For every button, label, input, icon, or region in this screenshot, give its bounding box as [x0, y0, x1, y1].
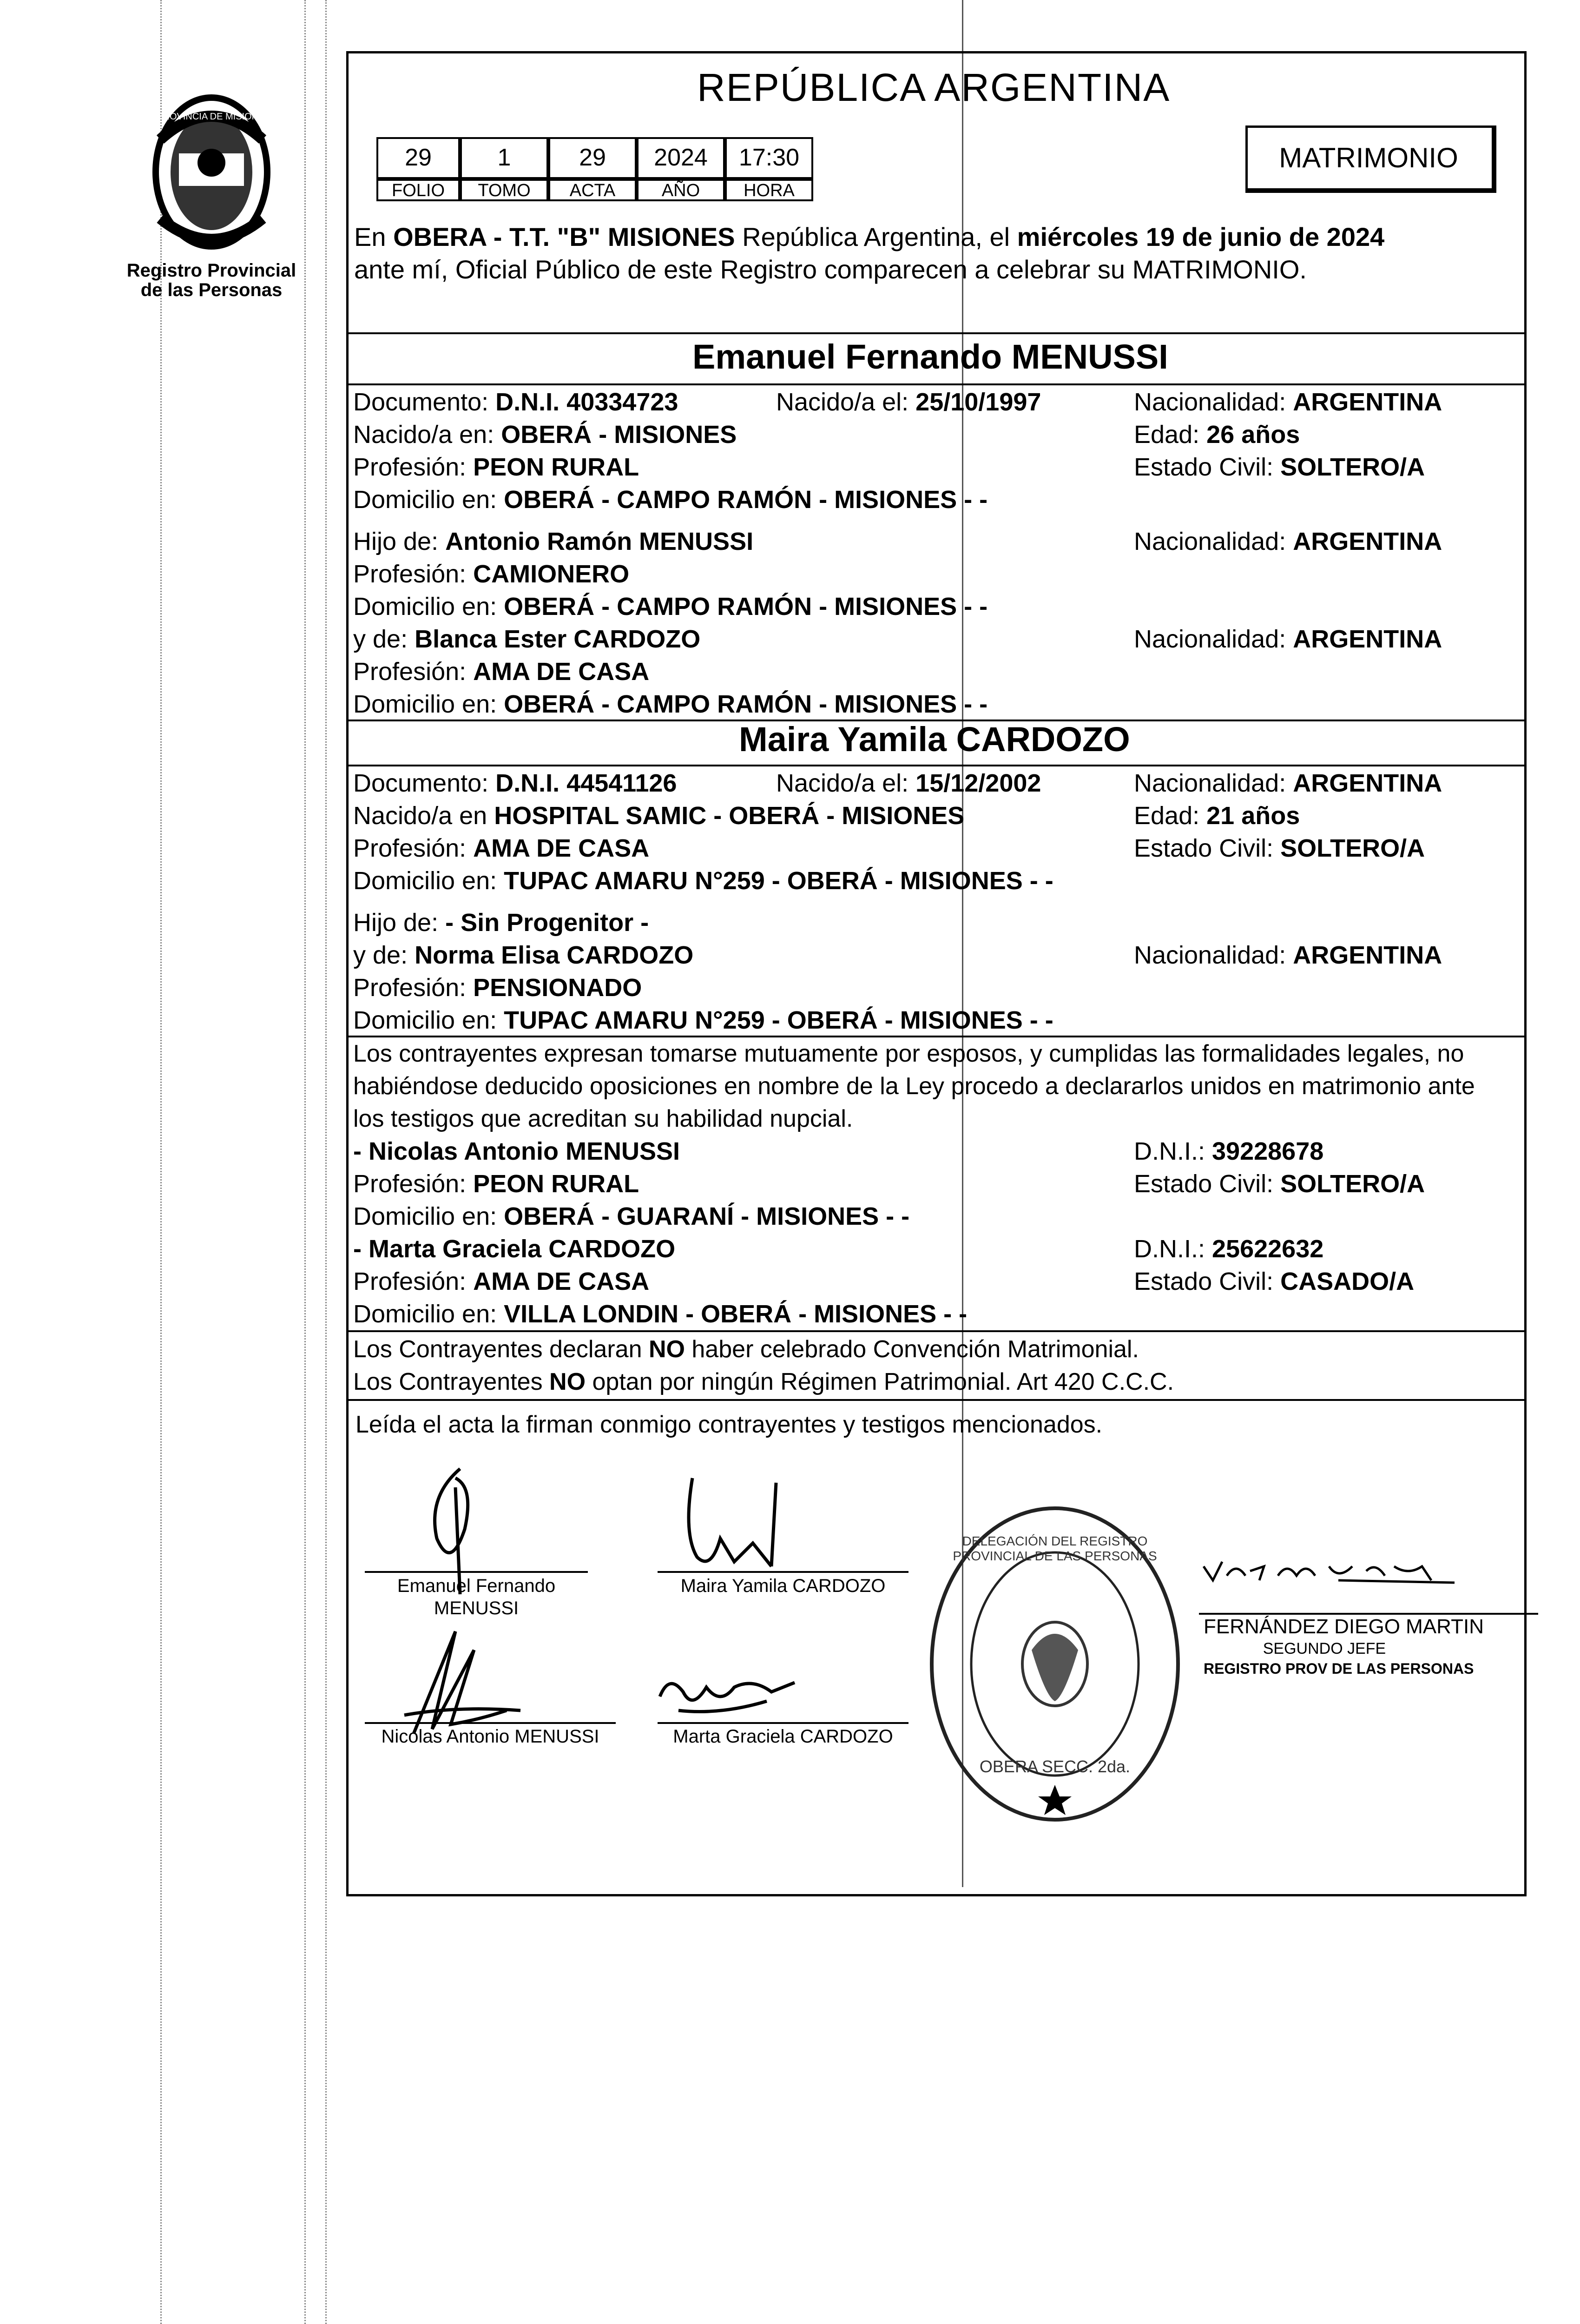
witness-1-dni: D.N.I.: 39228678 — [1134, 1137, 1324, 1165]
official-office: REGISTRO PROV DE LAS PERSONAS — [1204, 1660, 1474, 1677]
witness-1-civil-status: Estado Civil: SOLTERO/A — [1134, 1170, 1425, 1198]
hora-label: HORA — [725, 179, 813, 201]
witness-2-name: - Marta Graciela CARDOZO — [353, 1235, 676, 1263]
anio-value: 2024 — [637, 137, 725, 179]
groom-mother-profession: Profesión: AMA DE CASA — [353, 658, 650, 686]
hora-value: 17:30 — [725, 137, 813, 179]
tomo-label: TOMO — [460, 179, 548, 201]
divider-groom-name — [346, 383, 1527, 385]
groom-mother-address: Domicilio en: OBERÁ - CAMPO RAMÓN - MISIONES - - — [353, 690, 988, 718]
provincial-coat-of-arms-icon — [132, 84, 290, 260]
groom-address: Domicilio en: OBERÁ - CAMPO RAMÓN - MISIONES - - — [353, 486, 988, 514]
witness-1-signature-label: Nicolas Antonio MENUSSI — [381, 1726, 599, 1747]
margin-guide-right — [325, 0, 327, 2324]
bride-signature-label: Maira Yamila CARDOZO — [680, 1576, 886, 1596]
groom-civil-status: Estado Civil: SOLTERO/A — [1134, 453, 1425, 481]
convention-line-1: Los Contrayentes declaran NO haber celebrado Convención Matrimonial. — [353, 1336, 1139, 1363]
groom-signature-line — [365, 1571, 588, 1573]
groom-name: Emanuel Fernando MENUSSI — [692, 337, 1168, 376]
acta-label: ACTA — [548, 179, 637, 201]
witness-2-dni: D.N.I.: 25622632 — [1134, 1235, 1324, 1263]
bride-mother-nationality: Nacionalidad: ARGENTINA — [1134, 941, 1442, 969]
official-signature-icon — [1199, 1548, 1459, 1594]
groom-document: Documento: D.N.I. 40334723 — [353, 388, 678, 416]
seal-caption-2: de las Personas — [140, 280, 283, 300]
provincial-seal — [132, 84, 290, 260]
folio-label: FOLIO — [376, 179, 460, 201]
divider-witnesses — [346, 1330, 1527, 1332]
bride-profession: Profesión: AMA DE CASA — [353, 834, 650, 862]
groom-father-address: Domicilio en: OBERÁ - CAMPO RAMÓN - MISIONES - - — [353, 593, 988, 621]
groom-age: Edad: 26 años — [1134, 421, 1300, 449]
bride-name: Maira Yamila CARDOZO — [739, 720, 1130, 759]
witness-2-signature-line — [658, 1722, 908, 1724]
groom-nationality: Nacionalidad: ARGENTINA — [1134, 388, 1442, 416]
margin-guide-inner — [304, 0, 306, 2324]
tomo-value: 1 — [460, 137, 548, 179]
declaration-line-2: habiéndose deducido oposiciones en nombre de la Ley procedo a declararlos unidos en matrimonio ante — [353, 1073, 1475, 1100]
declaration-line-3: los testigos que acreditan su habilidad nupcial. — [353, 1105, 853, 1132]
witness-1-name: - Nicolas Antonio MENUSSI — [353, 1137, 680, 1165]
official-title: SEGUNDO JEFE — [1263, 1640, 1386, 1657]
seal-caption-1: Registro Provincial — [126, 260, 296, 281]
intro-line-2: ante mí, Oficial Público de este Registro comparecen a celebrar su MATRIMONIO. — [354, 255, 1307, 284]
groom-father-profession: Profesión: CAMIONERO — [353, 560, 630, 588]
official-name: FERNÁNDEZ DIEGO MARTIN — [1204, 1615, 1484, 1638]
divider-header — [346, 332, 1527, 334]
groom-birthdate: Nacido/a el: 25/10/1997 — [776, 388, 1041, 416]
record-type: MATRIMONIO — [1279, 142, 1458, 173]
anio-label: AÑO — [637, 179, 725, 201]
stamp-ring-text: DELEGACIÓN DEL REGISTRO PROVINCIAL DE LAS PERSONAS — [953, 1534, 1157, 1563]
margin-guide-left — [160, 0, 162, 2324]
intro-line-1: En OBERA - T.T. "B" MISIONES República Argentina, el miércoles 19 de junio de 2024 — [354, 222, 1385, 251]
closing-text: Leída el acta la firman conmigo contrayentes y testigos mencionados. — [356, 1411, 1103, 1438]
page-title: REPÚBLICA ARGENTINA — [697, 66, 1171, 109]
groom-signature-label-1: Emanuel Fernando — [397, 1576, 556, 1596]
stamp-inner-text: OBERA SECC. 2da. — [979, 1757, 1131, 1776]
bride-signature-line — [658, 1571, 908, 1573]
intro-date: miércoles 19 de junio de 2024 — [1017, 222, 1385, 251]
official-signature-line — [1199, 1613, 1538, 1615]
groom-father: Hijo de: Antonio Ramón MENUSSI — [353, 528, 754, 555]
bride-birthplace: Nacido/a en HOSPITAL SAMIC - OBERÁ - MISIONES — [353, 802, 965, 830]
witness-1-signature-icon — [386, 1622, 525, 1738]
bride-signature-icon — [678, 1464, 818, 1576]
witness-1-profession: Profesión: PEON RURAL — [353, 1170, 639, 1198]
divider-bride-name — [346, 765, 1527, 766]
divider-convention — [346, 1399, 1527, 1401]
witness-2-civil-status: Estado Civil: CASADO/A — [1134, 1268, 1415, 1295]
bride-document: Documento: D.N.I. 44541126 — [353, 769, 677, 797]
groom-birthplace: Nacido/a en: OBERÁ - MISIONES — [353, 421, 737, 449]
bride-mother-profession: Profesión: PENSIONADO — [353, 974, 642, 1002]
intro-place: OBERA - T.T. "B" MISIONES — [393, 222, 735, 251]
bride-civil-status: Estado Civil: SOLTERO/A — [1134, 834, 1425, 862]
witness-1-signature-line — [365, 1722, 616, 1724]
witness-2-address: Domicilio en: VILLA LONDIN - OBERÁ - MISIONES - - — [353, 1300, 968, 1328]
witness-2-signature-icon — [651, 1669, 799, 1724]
groom-profession: Profesión: PEON RURAL — [353, 453, 639, 481]
bride-birthdate: Nacido/a el: 15/12/2002 — [776, 769, 1041, 797]
bride-address: Domicilio en: TUPAC AMARU N°259 - OBERÁ - MISIONES - - — [353, 867, 1053, 895]
convention-line-2: Los Contrayentes NO optan por ningún Régimen Patrimonial. Art 420 C.C.C. — [353, 1368, 1174, 1395]
groom-signature-label-2: MENUSSI — [434, 1598, 519, 1618]
bride-mother-address: Domicilio en: TUPAC AMARU N°259 - OBERÁ - MISIONES - - — [353, 1006, 1053, 1034]
witness-1-address: Domicilio en: OBERÁ - GUARANÍ - MISIONES - - — [353, 1202, 910, 1230]
acta-value: 29 — [548, 137, 637, 179]
groom-mother-nationality: Nacionalidad: ARGENTINA — [1134, 625, 1442, 653]
seal-emblem-text: PROVINCIA DE MISIONES — [157, 112, 271, 122]
bride-mother: y de: Norma Elisa CARDOZO — [353, 941, 694, 969]
declaration-line-1: Los contrayentes expresan tomarse mutuamente por esposos, y cumplidas las formalidades legales, no — [353, 1040, 1464, 1067]
bride-father: Hijo de: - Sin Progenitor - — [353, 909, 649, 937]
bride-nationality: Nacionalidad: ARGENTINA — [1134, 769, 1442, 797]
witness-2-profession: Profesión: AMA DE CASA — [353, 1268, 650, 1295]
folio-value: 29 — [376, 137, 460, 179]
witness-2-signature-label: Marta Graciela CARDOZO — [673, 1726, 893, 1747]
groom-father-nationality: Nacionalidad: ARGENTINA — [1134, 528, 1442, 555]
groom-mother: y de: Blanca Ester CARDOZO — [353, 625, 701, 653]
bride-age: Edad: 21 años — [1134, 802, 1300, 830]
